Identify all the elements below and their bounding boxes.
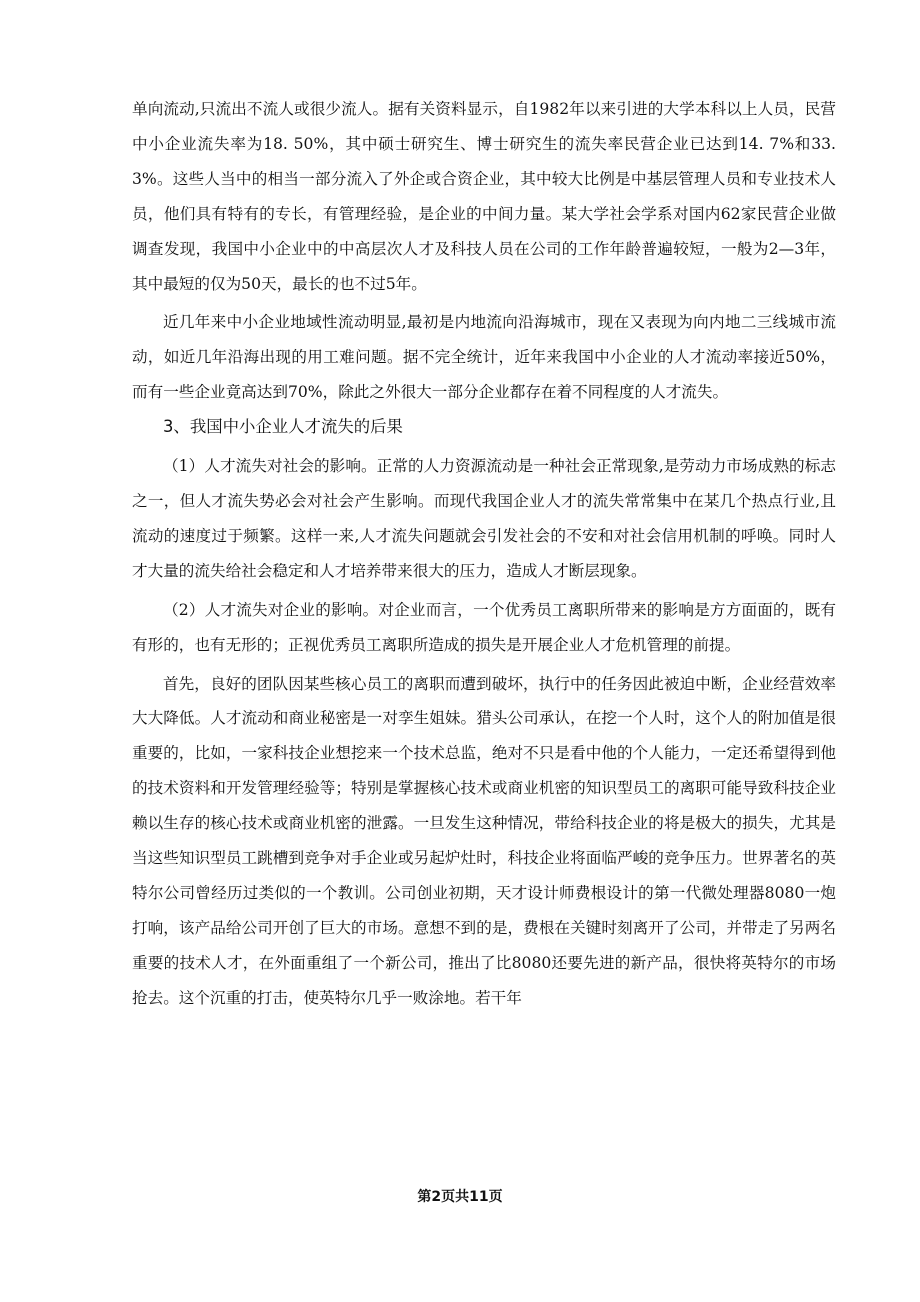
document-page — [132, 92, 836, 1016]
paragraph-regional-flow: 近几年来中小企业地域性流动明显,最初是内地流向沿海城市，现在又表现为向内地二三线城市流动，如近几年沿海出现的用工难问题。据不完全统计，近年来我国中小企业的人才流动率接近50%，而有一些企业竟高达到70%，除此之外很大一部分企业都存在着不同程度的人才流失。 — [132, 313, 836, 402]
section-heading-consequences: 3、我国中小企业人才流失的后果 — [163, 417, 403, 437]
paragraph-impact-on-enterprise: （2）人才流失对企业的影响。对企业而言，一个优秀员工离职所带来的影响是方方面面的，既有有形的，也有无形的；正视优秀员工离职所造成的损失是开展企业人才危机管理的前提。 — [132, 600, 836, 654]
paragraph-impact-on-society: （1）人才流失对社会的影响。正常的人力资源流动是一种社会正常现象,是劳动力市场成熟的标志之一，但人才流失势必会对社会产生影响。而现代我国企业人才的流失常常集中在某几个热点行业,且流动的速度过于频繁。这样一来,人才流失问题就会引发社会的不安和对社会信用机制的呼唤。同时人才大量的流失给社会稳定和人才培养带来很大的压力，造成人才断层现象。 — [132, 457, 836, 580]
paragraph-first-effect: 首先，良好的团队因某些核心员工的离职而遭到破坏，执行中的任务因此被迫中断，企业经营效率大大降低。人才流动和商业秘密是一对孪生姐妹。猎头公司承认，在挖一个人时，这个人的附加值是很重要的，比如，一家科技企业想挖来一个技术总监，绝对不只是看中他的个人能力，一定还希望得到他的技术资料和开发管理经验等；特别是掌握核心技术或商业机密的知识型员工的离职可能导致科技企业赖以生存的核心技术或商业机密的泄露。一旦发生这种情况，带给科技企业的将是极大的损失，尤其是当这些知识型员工跳槽到竞争对手企业或另起炉灶时，科技企业将面临严峻的竞争压力。世界著名的英特尔公司曾经历过类似的一个教训。公司创业初期，天才设计师费根设计的第一代微处理器8080一炮打响，该产品给公司开创了巨大的市场。意想不到的是，费根在关键时刻离开了公司，并带走了另两名重要的技术人才，在外面重组了一个新公司，推出了比8080还要先进的新产品，很快将英特尔的市场抢去。这个沉重的打击，使英特尔几乎一败涂地。若干年 — [132, 674, 836, 1007]
paragraph-talent-outflow-stats: 单向流动,只流出不流人或很少流人。据有关资料显示，自1982年以来引进的大学本科以上人员，民营中小企业流失率为18. 50%，其中硕士研究生、博士研究生的流失率民营企业已达到14. 7%和33. 3%。这些人当中的相当一部分流入了外企或合资企业，其中较大比例是中基层管理人员和专业技术人员，他们具有特有的专长，有管理经验，是企业的中间力量。某大学社会学系对国内62家民营企业做调查发现，我国中小企业中的中高层次人才及科技人员在公司的工作年龄普遍较短，一般为2—3年，其中最短的仅为50天，最长的也不过5年。 — [132, 100, 836, 293]
page-number-footer: 第2页共11页 — [417, 1189, 503, 1205]
